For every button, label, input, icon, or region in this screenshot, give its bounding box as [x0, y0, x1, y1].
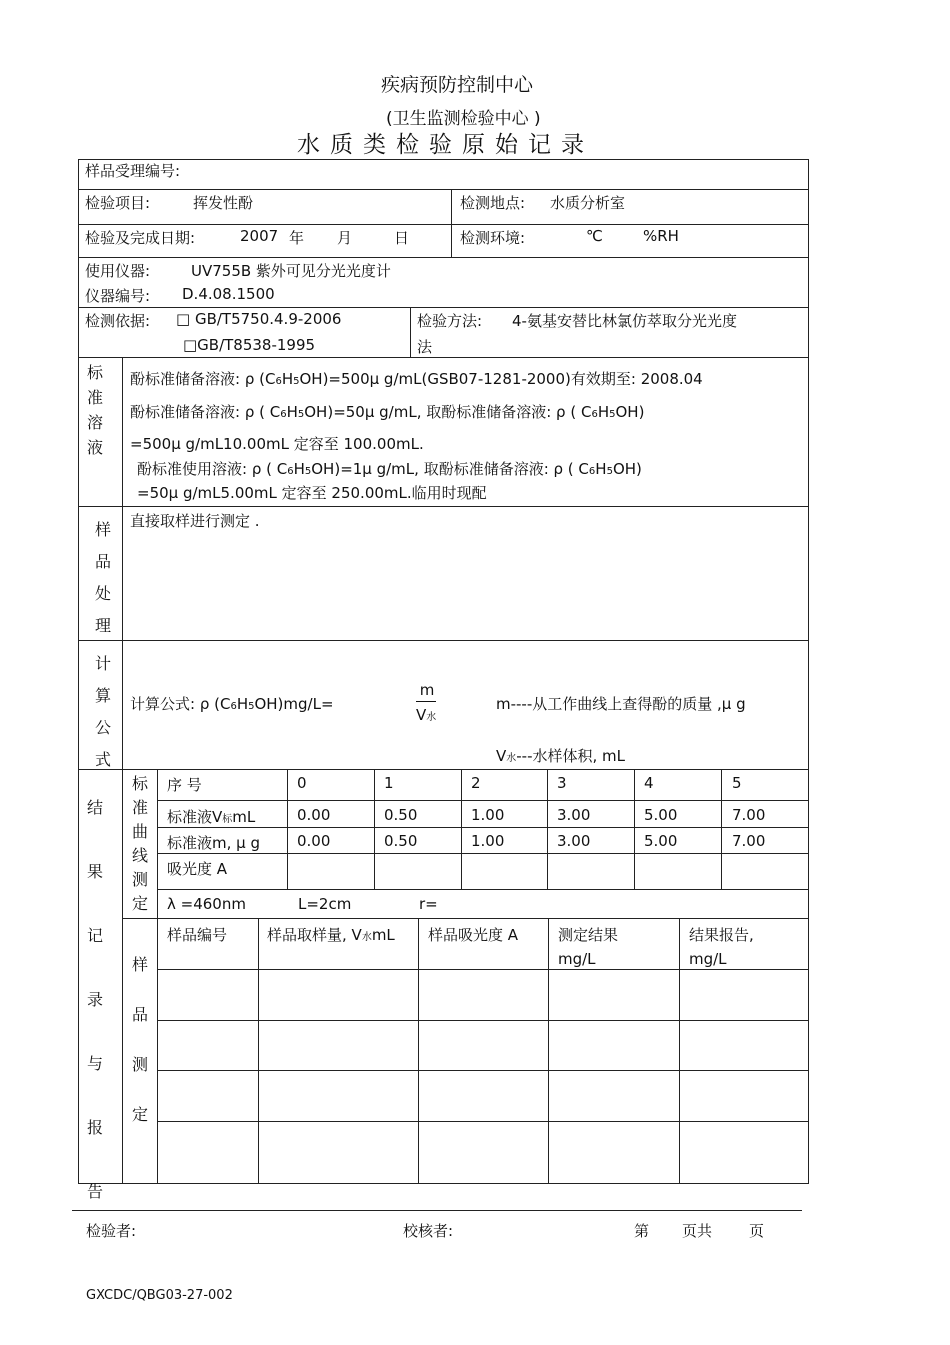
standard-line-2: 酚标准储备溶液: ρ ( C6H5OH)=50μ g/mL, 取酚标准储备溶液: ρ ( C6H5OH)	[130, 403, 645, 421]
instrument-value: UV755B 紫外可见分光光度计	[191, 262, 391, 280]
curve-row-v-label: 标准液V标mL	[167, 808, 256, 826]
page-number-c: 页	[749, 1222, 765, 1240]
year-unit: 年	[289, 229, 305, 247]
formula-numerator: m	[419, 681, 435, 699]
standard-line-5: =50μ g/mL5.00mL 定容至 250.00mL.临用时现配	[137, 484, 487, 502]
standard-line-4: 酚标准使用溶液: ρ ( C6H5OH)=1μ g/mL, 取酚标准储备溶液: ρ ( C6H5OH)	[137, 460, 642, 478]
curve-path-length: L=2cm	[298, 895, 352, 913]
meas-header-absorbance: 样品吸光度 A	[428, 926, 519, 944]
env-label: 检测环境:	[460, 229, 526, 247]
formula-fraction-bar	[416, 701, 436, 702]
org-title: 疾病预防控制中心	[381, 74, 534, 96]
instrument-id-value: D.4.08.1500	[182, 285, 275, 303]
record-title: 水质类检验原始记录	[297, 132, 594, 158]
curve-m-1: 0.50	[384, 832, 418, 850]
instrument-id-label: 仪器编号:	[85, 287, 151, 305]
instrument-label: 使用仪器:	[85, 262, 151, 280]
meas-header-result: 测定结果	[558, 926, 619, 944]
meas-header-report-unit: mg/L	[689, 950, 727, 968]
page-number-b: 页共	[682, 1222, 713, 1240]
inspector-label: 检验者:	[86, 1222, 137, 1240]
curve-m-0: 0.00	[297, 832, 331, 850]
curve-v-1: 0.50	[384, 806, 418, 824]
footer-rule	[72, 1210, 802, 1211]
curve-m-2: 1.00	[471, 832, 505, 850]
formula-denominator: V水	[416, 706, 437, 724]
test-year-value: 2007	[240, 227, 279, 245]
curve-header-5: 5	[732, 774, 742, 792]
meas-header-volume: 样品取样量, V水mL	[267, 926, 395, 944]
form-code: GXCDC/QBG03-27-002	[86, 1288, 233, 1303]
page-number-a: 第	[634, 1222, 650, 1240]
curve-header-3: 3	[557, 774, 567, 792]
meas-header-result-unit: mg/L	[558, 950, 596, 968]
curve-header-4: 4	[644, 774, 654, 792]
curve-header-seq: 序 号	[167, 776, 202, 794]
rh-unit: %RH	[643, 227, 679, 245]
curve-v-0: 0.00	[297, 806, 331, 824]
reviewer-label: 校核者:	[403, 1222, 454, 1240]
formula-note-2: V水---水样体积, mL	[496, 747, 626, 765]
test-item-label: 检验项目:	[85, 194, 151, 212]
standard-line-3: =500μ g/mL10.00mL 定容至 100.00mL.	[130, 435, 424, 453]
results-side-label: 结 果 记 录 与 报 告	[86, 798, 103, 1201]
method-label: 检验方法:	[417, 312, 483, 330]
test-item-value: 挥发性酚	[193, 194, 254, 212]
month-unit: 月	[337, 229, 353, 247]
sample-proc-text: 直接取样进行测定 .	[130, 512, 260, 530]
test-date-label: 检验及完成日期:	[85, 229, 196, 247]
temp-unit: ℃	[586, 227, 603, 245]
standard-line-1: 酚标准储备溶液: ρ (C6H5OH)=500μ g/mL(GSB07-1281-2000)有效期至: 2008.04	[130, 370, 703, 388]
method-line-2: 法	[417, 338, 433, 356]
meas-header-sample-no: 样品编号	[167, 926, 228, 944]
curve-row-m-label: 标准液m, μ g	[167, 834, 260, 852]
curve-v-4: 5.00	[644, 806, 678, 824]
measurement-side-label: 样 品 测 定	[131, 955, 148, 1124]
day-unit: 日	[394, 229, 410, 247]
curve-header-2: 2	[471, 774, 481, 792]
curve-m-4: 5.00	[644, 832, 678, 850]
sample-no-label: 样品受理编号:	[85, 162, 181, 180]
curve-header-1: 1	[384, 774, 394, 792]
sample-proc-side-label: 样 品 处 理	[94, 520, 111, 635]
formula-expression: 计算公式: ρ (C6H5OH)mg/L=	[130, 695, 334, 713]
meas-header-report: 结果报告,	[689, 926, 754, 944]
curve-v-3: 3.00	[557, 806, 591, 824]
formula-note-1: m----从工作曲线上查得酚的质量 ,μ g	[496, 695, 746, 713]
curve-lambda: λ =460nm	[167, 895, 246, 913]
test-site-label: 检测地点:	[460, 194, 526, 212]
curve-v-5: 7.00	[732, 806, 766, 824]
curve-row-a-label: 吸光度 A	[167, 860, 228, 878]
basis-option-2[interactable]: □GB/T8538-1995	[183, 336, 316, 354]
curve-side-label: 标 准 曲 线 测 定	[131, 774, 148, 913]
standard-side-label: 标 准 溶 液	[86, 363, 103, 457]
curve-v-2: 1.00	[471, 806, 505, 824]
curve-header-0: 0	[297, 774, 307, 792]
formula-side-label: 计 算 公 式	[94, 654, 111, 769]
basis-label: 检测依据:	[85, 312, 151, 330]
sub-org-title: (卫生监测检验中心 )	[386, 109, 541, 129]
method-line-1: 4-氨基安替比林氯仿萃取分光光度	[512, 312, 737, 330]
curve-m-5: 7.00	[732, 832, 766, 850]
basis-option-1[interactable]: □ GB/T5750.4.9-2006	[176, 310, 342, 328]
curve-r: r=	[419, 895, 438, 913]
curve-m-3: 3.00	[557, 832, 591, 850]
test-site-value: 水质分析室	[550, 194, 626, 212]
